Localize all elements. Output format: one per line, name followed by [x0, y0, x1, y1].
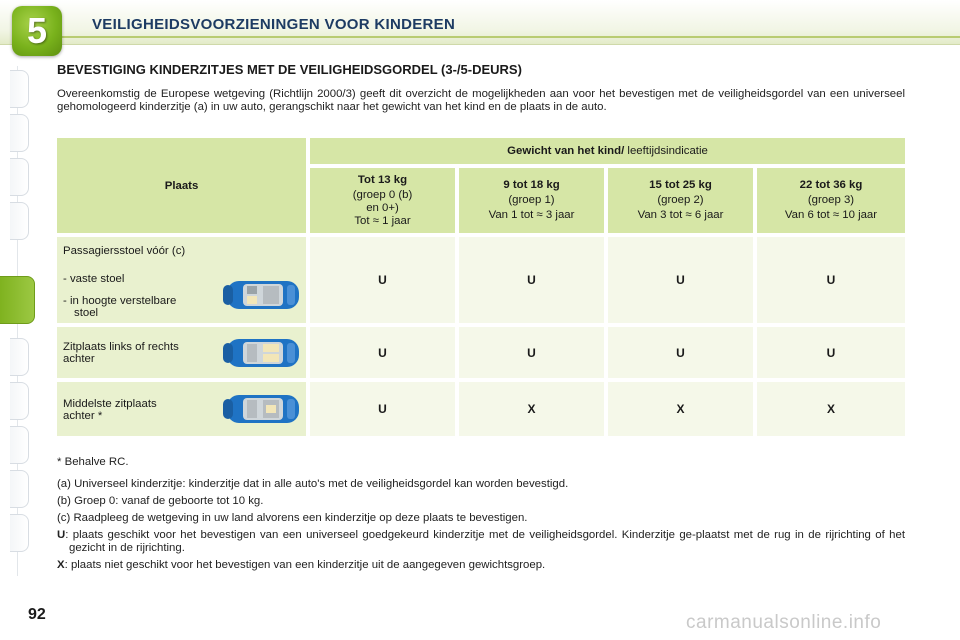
cell-rear-side-g0 [310, 327, 455, 378]
group-header-1 [459, 168, 604, 233]
group-label: (groep 1) [508, 194, 555, 206]
group-header-2 [608, 168, 753, 233]
note-u-text: : plaats geschikt voor het bevestigen van een universeel goedgekeurd kinderzitje met de veiligheidsgordel. Kinderzitje ge-plaatst met de rug in de rijrichting of het gezicht in de rijrichting. [65, 529, 905, 554]
weight-header-normal: leeftijdsindicatie [624, 145, 708, 157]
chapter-tab-1[interactable] [10, 70, 29, 108]
footnotes [57, 456, 905, 572]
cell-rear-middle-g3 [757, 382, 905, 436]
row-label: Middelste zitplaats [63, 398, 157, 410]
note-x-key: X [57, 559, 65, 571]
page-number: 92 [28, 606, 46, 623]
compat-mark: X [826, 402, 835, 416]
cell-front-g0 [310, 237, 455, 323]
note-x-text: : plaats niet geschikt voor het bevestigen van een kinderzitje uit de aangegeven gewichtsgroep. [64, 559, 546, 571]
note-u-key: U [57, 529, 66, 541]
group-label: (groep 0 (b) [352, 188, 413, 201]
cell-front-g1 [459, 237, 604, 323]
group-weight: 15 tot 25 kg [649, 179, 712, 191]
group-age: Van 6 tot ≈ 10 jaar [784, 209, 878, 221]
chapter-tab-5-active[interactable] [0, 276, 35, 324]
cell-rear-middle-g0 [310, 382, 455, 436]
weight-header [507, 145, 708, 157]
group-weight: 22 tot 36 kg [799, 179, 863, 191]
chapter-tab-2[interactable] [10, 114, 29, 152]
row-rear-side-label-cell [57, 327, 306, 378]
compat-mark: U [527, 345, 536, 360]
compat-mark: U [826, 273, 836, 287]
row-label-2: achter [63, 353, 95, 365]
compat-mark: U [378, 345, 387, 360]
note-c: (c) Raadpleeg de wetgeving in uw land alvorens een kinderzitje op deze plaats te bevestigen. [57, 512, 528, 524]
intro-paragraph: Overeenkomstig de Europese wetgeving (Richtlijn 2000/3) geeft dit overzicht de mogelijkheden aan voor het bevestigen met de veiligheidsgordel van een universeel gehomologeerd kinderzitje (a) in uw auto, gerangschikt naar het gewicht van het kind en de plaats in de auto. [57, 88, 905, 113]
note-b: (b) Groep 0: vanaf de geboorte tot 10 kg. [57, 495, 264, 507]
compat-mark: X [676, 402, 685, 416]
weight-header-bold: Gewicht van het kind/ [507, 145, 625, 157]
cell-rear-side-g2 [608, 327, 753, 378]
chapter-tab-6[interactable] [10, 338, 29, 376]
group-weight: 9 tot 18 kg [503, 179, 560, 191]
row-sub-fixed-seat: - vaste stoel [63, 273, 125, 285]
group-age: Van 1 tot ≈ 3 jaar [488, 209, 575, 221]
car-top-view-front-icon [223, 275, 303, 315]
group-age: Van 3 tot ≈ 6 jaar [637, 209, 724, 221]
child-seat-table [57, 138, 905, 438]
compat-mark: U [826, 345, 836, 360]
car-top-view-rear-side-icon [223, 333, 303, 373]
compat-mark: U [378, 402, 387, 416]
note-asterisk: * Behalve RC. [57, 456, 129, 468]
note-x [57, 559, 905, 572]
note-u [57, 529, 905, 555]
row-label: Passagiersstoel vóór (c) [63, 245, 186, 257]
place-header-cell [57, 138, 306, 233]
cell-front-g2 [608, 237, 753, 323]
compat-mark: U [676, 345, 685, 360]
chapter-tab-3[interactable] [10, 158, 29, 196]
cell-rear-middle-g2 [608, 382, 753, 436]
compat-mark: X [527, 402, 536, 416]
group-label: (groep 3) [807, 194, 855, 206]
cell-front-g3 [757, 237, 905, 323]
group-header-3 [757, 168, 905, 233]
row-label: Zitplaats links of rechts [63, 341, 179, 353]
chapter-tab-9[interactable] [10, 470, 29, 508]
group-label-2: en 0+) [366, 201, 399, 214]
chapter-tab-10[interactable] [10, 514, 29, 552]
group-label: (groep 2) [657, 194, 704, 206]
row-rear-middle-label-cell [57, 382, 306, 436]
compat-mark: U [527, 273, 536, 287]
note-a: (a) Universeel kinderzitje: kinderzitje dat in alle auto's met de veiligheidsgordel kan worden bevestigd. [57, 478, 569, 490]
compat-mark: U [378, 273, 387, 287]
chapter-number: 5 [26, 10, 48, 51]
chapter-tab-4[interactable] [10, 202, 29, 240]
chapter-badge [12, 6, 62, 56]
row-front-passenger-label-cell [57, 237, 306, 323]
car-top-view-rear-middle-icon [223, 389, 303, 429]
row-label-2: achter * [63, 410, 103, 422]
weight-header-cell [310, 138, 905, 164]
section-title: BEVESTIGING KINDERZITJES MET DE VEILIGHEIDSGORDEL (3-/5-DEURS) [57, 62, 522, 77]
chapter-tab-7[interactable] [10, 382, 29, 420]
cell-rear-middle-g1 [459, 382, 604, 436]
place-header: Plaats [164, 179, 199, 192]
chapter-title: VEILIGHEIDSVOORZIENINGEN VOOR KINDEREN [92, 16, 456, 33]
group-header-0 [310, 168, 455, 233]
row-sub-adjustable-seat: - in hoogte verstelbare [63, 295, 177, 307]
group-age: Tot ≈ 1 jaar [354, 214, 411, 227]
chapter-tabs [0, 62, 34, 582]
compat-mark: U [676, 273, 685, 287]
watermark: carmanualsonline.info [686, 612, 882, 633]
cell-rear-side-g3 [757, 327, 905, 378]
cell-rear-side-g1 [459, 327, 604, 378]
row-sub-adjustable-seat-2: stoel [74, 307, 99, 319]
group-weight: Tot 13 kg [357, 173, 408, 186]
chapter-tab-8[interactable] [10, 426, 29, 464]
